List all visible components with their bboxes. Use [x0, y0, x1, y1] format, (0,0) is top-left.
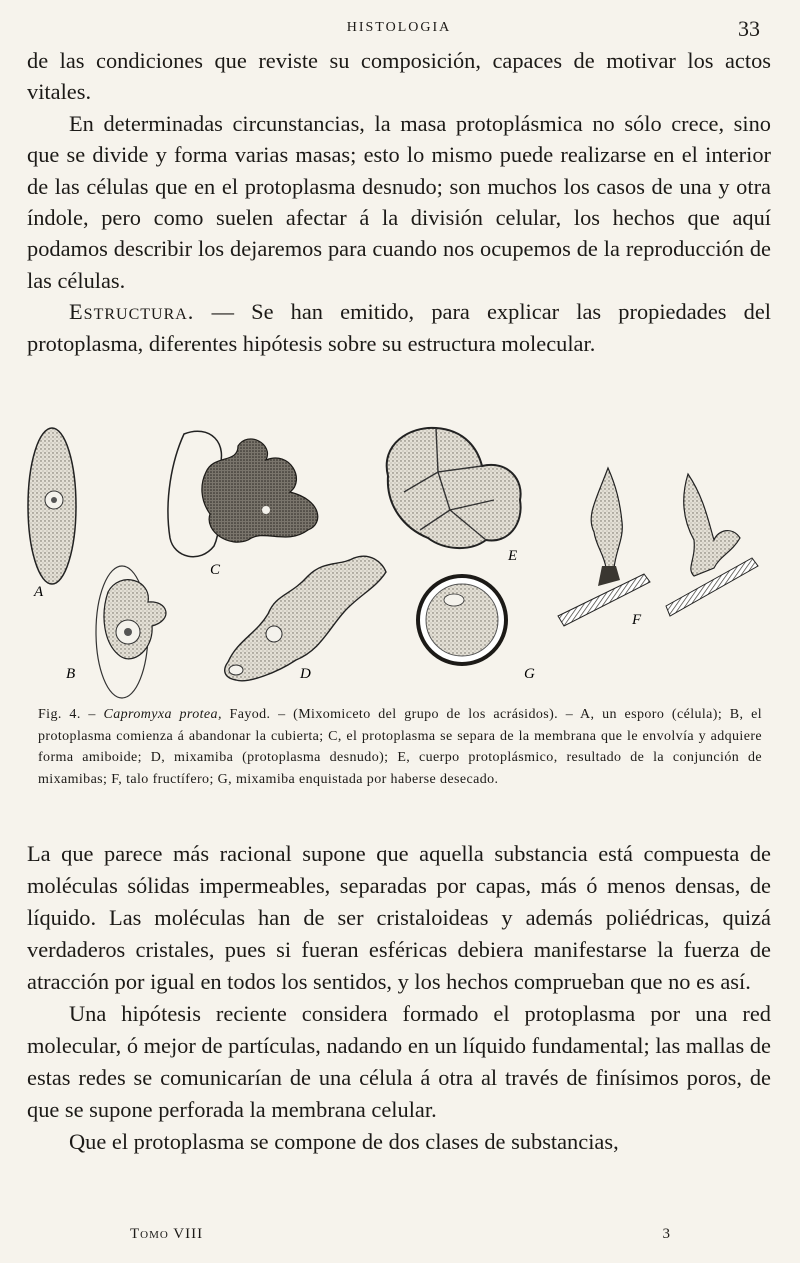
running-head: HISTOLOGIA [346, 20, 452, 35]
figure-F-fruiting-body [558, 468, 758, 626]
page-number: 33 [738, 16, 760, 41]
page-header [24, 14, 774, 44]
figure-label-B: B [66, 666, 76, 682]
figure-caption [38, 704, 762, 790]
figure-B-protoplasm [96, 566, 166, 698]
figure-C-amoeboid [168, 431, 318, 557]
paragraph: de las condiciones que reviste su composición, capaces de motivar los actos vitales. [27, 48, 771, 105]
figure-label-F: F [632, 612, 642, 628]
section-heading: Estructura. [69, 299, 195, 325]
figure-label-G: G [524, 666, 535, 682]
figure-A-spore [28, 428, 76, 584]
figure-label-D: D [300, 666, 311, 682]
figure-G-cyst [418, 576, 506, 664]
figure-illustration [24, 420, 776, 702]
paragraph: Que el protoplasma se compone de dos clases de substancias, [69, 1129, 619, 1154]
body-text-top [27, 45, 771, 359]
paragraph: Una hipótesis reciente considera formado el protoplasma por una red molecular, ó mejor de partículas, nadando en un líquido fundamental; las mallas de estas redes se comunicarían de una célula á otra al través de finísimos poros, de que se supone perforada la membrana celular. [27, 1001, 771, 1122]
caption-text: Fayod. – (Mixomiceto del grupo de los acrásidos). – A, un esporo (célula); B, el protoplasma comienza á abandonar la cubierta; C, el protoplasma se separa de la membrana que le envolvía y adquiere forma amiboide; D, mixamiba (protoplasma desnudo); E, cuerpo protoplásmico, resultado de la conjunción de mixamibas; F, talo fructífero; G, mixamiba enquistada por haberse desecado. [38, 707, 762, 787]
figure-4 [24, 420, 776, 702]
signature-mark: 3 [662, 1226, 670, 1242]
paragraph: En determinadas circunstancias, la masa protoplásmica no sólo crece, sino que se divide y forma varias masas; esto lo mismo puede realizarse en el interior de las células que en el protoplasma desnudo; son muchos los casos de una y otra índole, pero como suelen afectar á la división celular, los hechos que aquí podamos describir los dejaremos para cuando nos ocupemos de la reproducción de las células. [27, 110, 771, 293]
volume-label: Tomo VIII [130, 1226, 204, 1242]
page-footer [130, 1226, 670, 1248]
figure-number: Fig. 4. – [38, 707, 104, 722]
paragraph: La que parece más racional supone que aquella substancia está compuesta de moléculas sólidas impermeables, separadas por capas, más ó menos densas, de líquido. Las moléculas han de ser cristaloideas y además poliédricas, quizá verdaderos cristales, pues si fueran esféricas debiera manifestarse la fuerza de atracción por igual en todos los sentidos, y los hechos comprueban que no es así. [27, 841, 771, 994]
figure-label-E: E [508, 548, 518, 564]
figure-E-body [387, 428, 521, 548]
figure-label-A: A [34, 584, 44, 600]
species-name: Capromyxa protea, [103, 707, 222, 722]
body-text-bottom [27, 838, 771, 1158]
figure-D-mixamoeba [225, 556, 386, 681]
paragraph-estructura: Estructura. — Se han emitido, para explicar las propiedades del protoplasma, diferentes hipótesis sobre su estructura molecular. [27, 299, 771, 356]
figure-label-C: C [210, 562, 221, 578]
